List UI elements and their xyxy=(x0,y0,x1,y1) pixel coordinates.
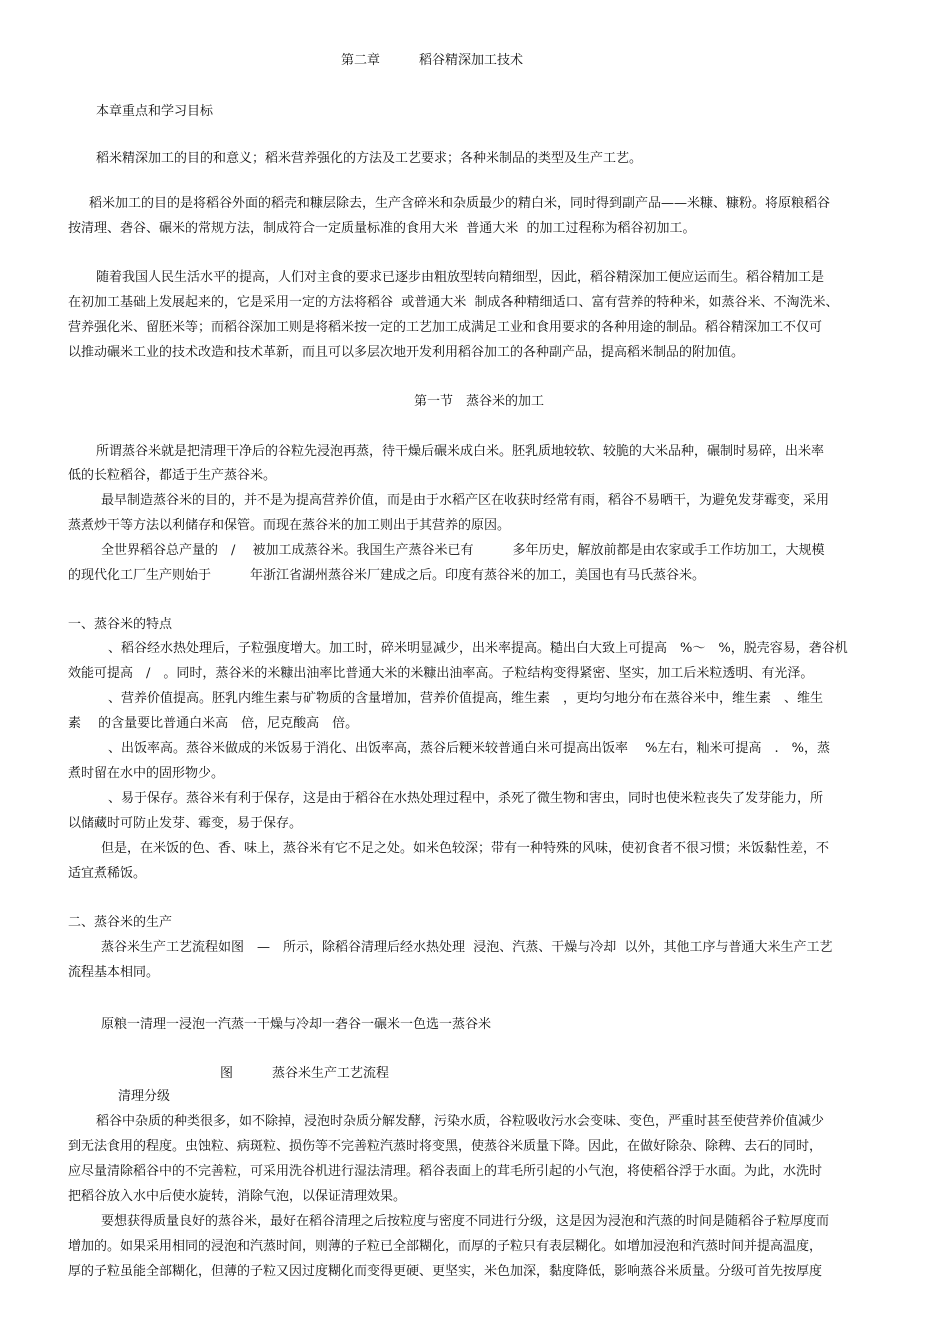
intro2-line: 在初加工基础上发展起来的，它是采用一定的方法将稻谷 或普通大米 制成各种精细适口、富有营养的特种米，如蒸谷米、不淘洗米、 xyxy=(68,295,839,310)
intro2-line: 营养强化米、留胚米等；而稻谷深加工则是将稻米按一定的工艺加工成满足工业和食用要求的各种用途的制品。稻谷精深加工不仅可 xyxy=(68,320,823,335)
grading-line: 要想获得质量良好的蒸谷米，最好在稻谷清理之后按粒度与密度不同进行分级，这是因为浸泡和汽蒸的时间是随稻谷子粒厚度而 xyxy=(101,1214,830,1229)
process-flow: 原粮一清理一浸泡一汽蒸一干燥与冷却一砻谷一碾米一色选一蒸谷米 xyxy=(101,1017,492,1032)
feature3-line: 煮时留在水中的固形物少。 xyxy=(68,766,225,781)
cleaning-line: 到无法食用的程度。虫蚀粒、病斑粒、损伤等不完善粒汽蒸时将变黑，使蒸谷米质量下降。因此，在做好除杂、除稗、去石的同时， xyxy=(68,1139,823,1154)
feature4-line: 以储藏时可防止发芽、霉变，易于保存。 xyxy=(68,816,303,831)
world-line: 全世界稻谷总产量的 / 被加工成蒸谷米。我国生产蒸谷米已有 多年历史，解放前都是由农家或手工作坊加工，大规模 xyxy=(101,543,825,558)
cleaning-subheading: 清理分级 xyxy=(118,1089,171,1104)
history-line: 最早制造蒸谷米的目的，并不是为提高营养价值，而是由于水稻产区在收获时经常有雨，稻谷不易晒干，为避免发芽霉变，采用 xyxy=(101,493,830,508)
grading-line: 厚的子粒虽能全部糊化，但薄的子粒又因过度糊化而变得更硬、更坚实，米色加深，黏度降低，影响蒸谷米质量。分级可首先按厚度 xyxy=(68,1264,823,1279)
feature1-line: 、稻谷经水热处理后，子粒强度增大。加工时，碎米明显减少，出米率提高。糙出白大致上可提高 %～ %，脱壳容易，砻谷机 xyxy=(108,641,848,656)
world-line: 的现代化工厂生产则始于 年浙江省湖州蒸谷米厂建成之后。印度有蒸谷米的加工，美国也有马氏蒸谷米。 xyxy=(68,568,706,583)
drawback-line: 适宜煮稀饭。 xyxy=(68,866,147,881)
cleaning-line: 应尽量清除稻谷中的不完善粒，可采用洗谷机进行湿法清理。稻谷表面上的茸毛所引起的小气泡，将使稻谷浮于水面。为此，水洗时 xyxy=(68,1164,823,1179)
production-line: 蒸谷米生产工艺流程如图 — 所示，除稻谷清理后经水热处理 浸泡、汽蒸、干燥与冷却 以外，其他工序与普通大米生产工艺 xyxy=(101,940,833,955)
chapter-title: 第二章 稻谷精深加工技术 xyxy=(341,53,524,68)
intro1-line: 稻米加工的目的是将稻谷外面的稻壳和糠层除去，生产含碎米和杂质最少的精白米，同时得到副产品——米糠、糠粉。将原粮稻谷 xyxy=(89,196,831,211)
drawback-line: 但是，在米饭的色、香、味上，蒸谷米有它不足之处。如米色较深；带有一种特殊的风味，使初食者不很习惯；米饭黏性差，不 xyxy=(101,841,830,856)
figure-caption: 图 蒸谷米生产工艺流程 xyxy=(220,1066,390,1081)
cleaning-line: 稻谷中杂质的种类很多，如不除掉，浸泡时杂质分解发酵，污染水质，谷粒吸收污水会变味、变色，严重时甚至使营养价值减少 xyxy=(96,1114,825,1129)
objectives-text: 稻米精深加工的目的和意义；稻米营养强化的方法及工艺要求；各种米制品的类型及生产工艺。 xyxy=(96,151,643,166)
feature3-line: 、出饭率高。蒸谷米做成的米饭易于消化、出饭率高，蒸谷后粳米较普通白米可提高出饭率 %左右，籼米可提高 . %，蒸 xyxy=(108,741,830,756)
intro2-line: 以推动碾米工业的技术改造和技术革新，而且可以多层次地开发利用稻谷加工的各种副产品，提高稻米制品的附加值。 xyxy=(68,345,745,360)
feature2-line: 、营养价值提高。胚乳内维生素与矿物质的含量增加，营养价值提高，维生素 ，更均匀地分布在蒸谷米中，维生素 、维生 xyxy=(108,691,824,706)
objectives-heading: 本章重点和学习目标 xyxy=(96,104,214,119)
definition-line: 所谓蒸谷米就是把清理干净后的谷粒先浸泡再蒸，待干燥后碾米成白米。胚乳质地较软、较脆的大米品种，碾制时易碎，出米率 xyxy=(96,444,825,459)
intro2-line: 随着我国人民生活水平的提高，人们对主食的要求已逐步由粗放型转向精细型，因此，稻谷精深加工便应运而生。稻谷精加工是 xyxy=(96,270,825,285)
section-title: 第一节 蒸谷米的加工 xyxy=(414,394,545,409)
history-line: 蒸煮炒干等方法以利储存和保管。而现在蒸谷米的加工则出于其营养的原因。 xyxy=(68,518,511,533)
production-line: 流程基本相同。 xyxy=(68,965,160,980)
cleaning-line: 把稻谷放入水中后使水旋转，消除气泡，以保证清理效果。 xyxy=(68,1189,407,1204)
grading-line: 增加的。如果采用相同的浸泡和汽蒸时间，则薄的子粒已全部糊化，而厚的子粒只有表层糊化。如增加浸泡和汽蒸时间并提高温度， xyxy=(68,1239,823,1254)
definition-line: 低的长粒稻谷，都适于生产蒸谷米。 xyxy=(68,468,277,483)
feature4-line: 、易于保存。蒸谷米有利于保存，这是由于稻谷在水热处理过程中，杀死了微生物和害虫，同时也使米粒丧失了发芽能力，所 xyxy=(108,791,824,806)
feature1-line: 效能可提高 / 。同时，蒸谷米的米糠出油率比普通大米的米糠出油率高。子粒结构变得紧密、坚实，加工后米粒透明、有光泽。 xyxy=(68,666,814,681)
features-heading: 一、蒸谷米的特点 xyxy=(68,617,173,632)
intro1-line: 按清理、砻谷、碾米的常规方法，制成符合一定质量标准的食用大米 普通大米 的加工过程称为稻谷初加工。 xyxy=(68,221,696,236)
production-heading: 二、蒸谷米的生产 xyxy=(68,915,173,930)
feature2-line: 素 的含量要比普通白米高 倍，尼克酸高 倍。 xyxy=(68,716,359,731)
